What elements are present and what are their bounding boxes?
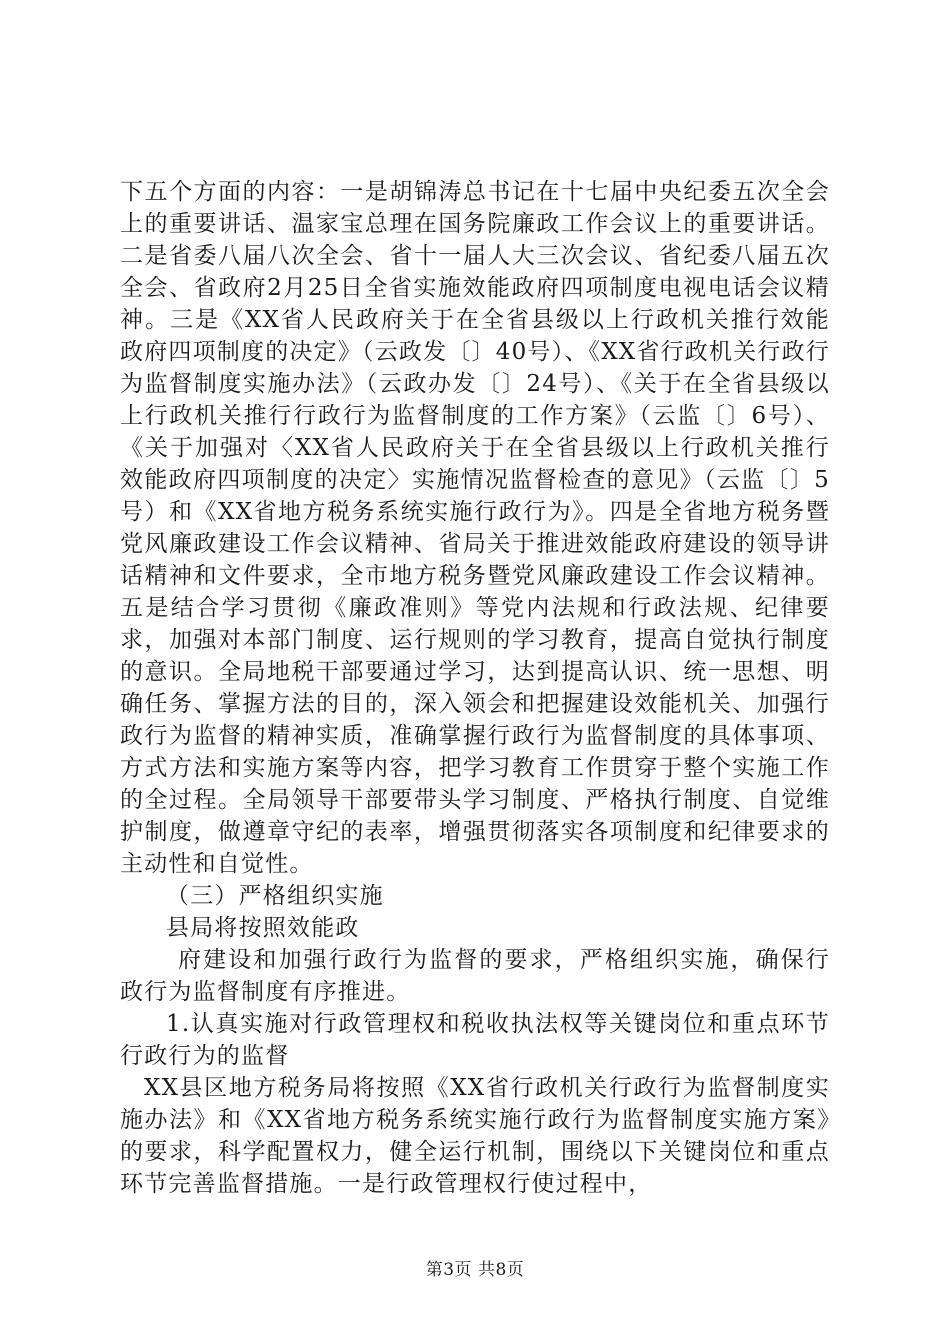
- paragraph-efficiency-government: 府建设和加强行政行为监督的要求，严格组织实施，确保行政行为监督制度有序推进。: [120, 947, 830, 1005]
- paragraph-implementation: XX县区地方税务局将按照《XX省行政机关行政行为监督制度实施办法》和《XX省地方税务系统实施行政行为监督制度实施方案》的要求，科学配置权力，健全运行机制，围绕以下关键岗位和重点环节完善监督措施。一是行政管理权行使过程中，: [120, 1075, 830, 1197]
- document-body: [120, 176, 830, 1200]
- subheading-key-positions: 1.认真实施对行政管理权和税收执法权等关键岗位和重点环节行政行为的监督: [120, 1011, 830, 1069]
- page-number-footer: 第3页 共8页: [425, 1260, 525, 1280]
- paragraph-study-content: 下五个方面的内容：一是胡锦涛总书记在十七届中央纪委五次全会上的重要讲话、温家宝总理在国务院廉政工作会议上的重要讲话。二是省委八届八次全会、省十一届人大三次会议、省纪委八届五次全会、省政府2月25日全省实施效能政府四项制度电视电话会议精神。三是《XX省人民政府关于在全省县级以上行政机关推行效能政府四项制度的决定》（云政发〔〕40号）、《XX省行政机关行政行为监督制度实施办法》（云政办发〔〕24号）、《关于在全省县级以上行政机关推行行政行为监督制度的工作方案》（云监〔〕6号）、《关于加强对〈XX省人民政府关于在全省县级以上行政机关推行效能政府四项制度的决定〉实施情况监督检查的意见》（云监〔〕5号）和《XX省地方税务系统实施行政行为》。四是全省地方税务暨党风廉政建设工作会议精神、省局关于推进效能政府建设的领导讲话精神和文件要求，全市地方税务暨党风廉政建设工作会议精神。五是结合学习贯彻《廉政准则》等党内法规和行政法规、纪律要求，加强对本部门制度、运行规则的学习教育，提高自觉执行制度的意识。全局地税干部要通过学习，达到提高认识、统一思想、明确任务、掌握方法的目的，深入领会和把握建设效能机关、加强行政行为监督的精神实质，准确掌握行政行为监督制度的具体事项、方式方法和实施方案等内容，把学习教育工作贯穿于整个实施工作的全过程。全局领导干部要带头学习制度、严格执行制度、自觉维护制度，做遵章守纪的表率，增强贯彻落实各项制度和纪律要求的主动性和自觉性。: [120, 179, 830, 877]
- paragraph-county-bureau: 县局将按照效能政: [166, 915, 360, 941]
- section-heading-organize: （三）严格组织实施: [166, 883, 384, 909]
